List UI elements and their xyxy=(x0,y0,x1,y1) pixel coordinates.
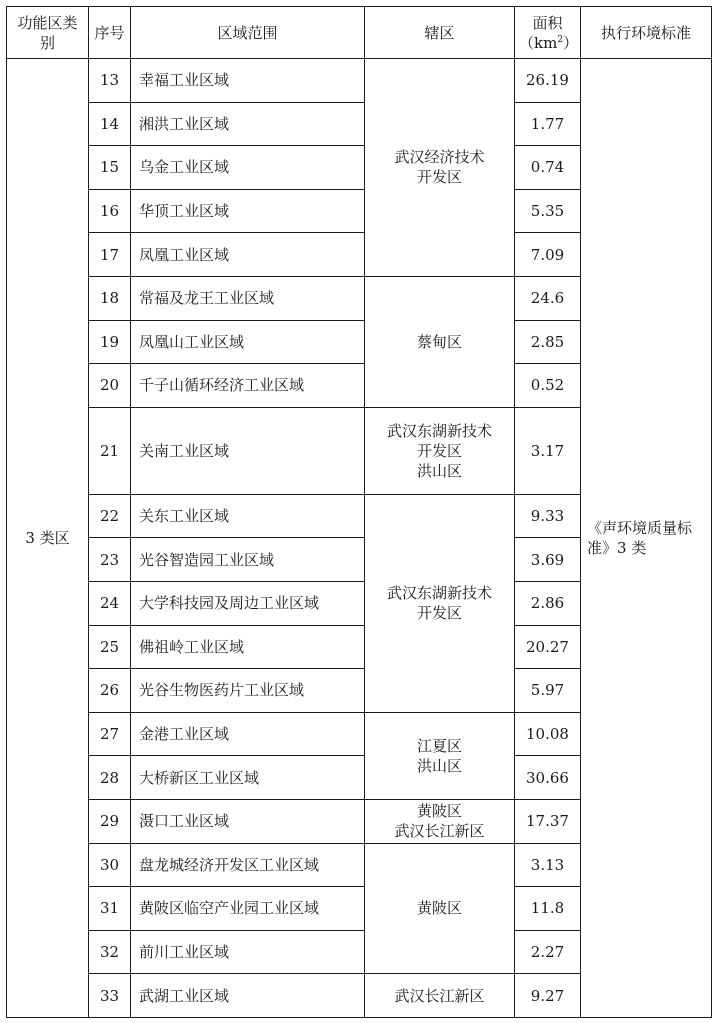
header-seq: 序号 xyxy=(89,7,131,59)
district-cell: 武汉长江新区 xyxy=(365,974,515,1018)
header-area-unit-close: ） xyxy=(563,33,579,52)
range-cell: 滠口工业区域 xyxy=(131,799,365,843)
seq-cell: 13 xyxy=(89,59,131,103)
range-cell: 大学科技园及周边工业区域 xyxy=(131,581,365,625)
range-cell: 前川工业区域 xyxy=(131,930,365,974)
seq-cell: 29 xyxy=(89,799,131,843)
header-row xyxy=(7,7,712,59)
header-district: 辖区 xyxy=(365,7,515,59)
district-line: 开发区 xyxy=(416,604,462,623)
district-cell: 蔡甸区 xyxy=(365,276,515,407)
district-line: 开发区 xyxy=(416,441,462,460)
seq-cell: 20 xyxy=(89,364,131,408)
range-cell: 关东工业区域 xyxy=(131,494,365,538)
range-cell: 金港工业区域 xyxy=(131,712,365,756)
range-cell: 乌金工业区域 xyxy=(131,146,365,190)
range-cell: 大桥新区工业区域 xyxy=(131,756,365,800)
range-cell: 光谷智造园工业区域 xyxy=(131,538,365,582)
area-cell: 2.85 xyxy=(515,320,581,364)
area-cell: 7.09 xyxy=(515,233,581,277)
table-row xyxy=(7,59,712,103)
area-cell: 17.37 xyxy=(515,799,581,843)
range-cell: 华顶工业区域 xyxy=(131,189,365,233)
seq-cell: 32 xyxy=(89,930,131,974)
district-line: 武汉东湖新技术 xyxy=(386,421,492,440)
range-cell: 光谷生物医药片工业区域 xyxy=(131,669,365,713)
seq-cell: 23 xyxy=(89,538,131,582)
header-category: 功能区类别 xyxy=(7,7,89,59)
district-line: 洪山区 xyxy=(416,461,462,480)
range-cell: 武湖工业区域 xyxy=(131,974,365,1018)
district-line: 开发区 xyxy=(416,168,462,187)
district-line: 江夏区 xyxy=(416,736,462,755)
seq-cell: 22 xyxy=(89,494,131,538)
area-cell: 26.19 xyxy=(515,59,581,103)
seq-cell: 25 xyxy=(89,625,131,669)
area-cell: 11.8 xyxy=(515,887,581,931)
seq-cell: 17 xyxy=(89,233,131,277)
area-cell: 10.08 xyxy=(515,712,581,756)
area-cell: 5.35 xyxy=(515,189,581,233)
range-cell: 关南工业区域 xyxy=(131,407,365,494)
range-cell: 凤凰工业区域 xyxy=(131,233,365,277)
standard-cell: 《声环境质量标准》3 类 xyxy=(581,59,712,1018)
functional-zone-table xyxy=(6,6,712,1018)
range-cell: 黄陂区临空产业园工业区域 xyxy=(131,887,365,931)
seq-cell: 31 xyxy=(89,887,131,931)
district-line: 武汉经济技术 xyxy=(394,148,485,167)
header-area-label: 面积 xyxy=(532,13,563,32)
seq-cell: 21 xyxy=(89,407,131,494)
area-cell: 30.66 xyxy=(515,756,581,800)
seq-cell: 15 xyxy=(89,146,131,190)
area-cell: 3.17 xyxy=(515,407,581,494)
seq-cell: 14 xyxy=(89,102,131,146)
seq-cell: 16 xyxy=(89,189,131,233)
district-cell xyxy=(365,799,515,843)
category-cell: 3 类区 xyxy=(7,59,89,1018)
header-standard: 执行环境标准 xyxy=(581,7,712,59)
area-cell: 1.77 xyxy=(515,102,581,146)
seq-cell: 26 xyxy=(89,669,131,713)
district-line: 武汉长江新区 xyxy=(394,822,485,841)
seq-cell: 28 xyxy=(89,756,131,800)
range-cell: 佛祖岭工业区域 xyxy=(131,625,365,669)
area-cell: 2.86 xyxy=(515,581,581,625)
area-cell: 3.13 xyxy=(515,843,581,887)
seq-cell: 24 xyxy=(89,581,131,625)
district-cell xyxy=(365,494,515,712)
area-cell: 9.27 xyxy=(515,974,581,1018)
area-cell: 3.69 xyxy=(515,538,581,582)
area-cell: 9.33 xyxy=(515,494,581,538)
range-cell: 幸福工业区域 xyxy=(131,59,365,103)
area-cell: 24.6 xyxy=(515,276,581,320)
area-cell: 0.74 xyxy=(515,146,581,190)
area-cell: 20.27 xyxy=(515,625,581,669)
district-cell xyxy=(365,59,515,277)
range-cell: 凤凰山工业区域 xyxy=(131,320,365,364)
header-area-unit-sup: 2 xyxy=(557,34,564,45)
range-cell: 盘龙城经济开发区工业区域 xyxy=(131,843,365,887)
seq-cell: 30 xyxy=(89,843,131,887)
seq-cell: 33 xyxy=(89,974,131,1018)
district-cell: 黄陂区 xyxy=(365,843,515,974)
header-range: 区域范围 xyxy=(131,7,365,59)
range-cell: 湘洪工业区域 xyxy=(131,102,365,146)
district-line: 黄陂区 xyxy=(416,802,462,821)
district-line: 洪山区 xyxy=(416,756,462,775)
header-area-unit-open: （km xyxy=(519,33,558,52)
range-cell: 常福及龙王工业区域 xyxy=(131,276,365,320)
header-area xyxy=(515,7,581,59)
area-cell: 2.27 xyxy=(515,930,581,974)
area-cell: 0.52 xyxy=(515,364,581,408)
seq-cell: 19 xyxy=(89,320,131,364)
range-cell: 千子山循环经济工业区域 xyxy=(131,364,365,408)
district-line: 武汉东湖新技术 xyxy=(386,584,492,603)
seq-cell: 27 xyxy=(89,712,131,756)
district-cell xyxy=(365,407,515,494)
seq-cell: 18 xyxy=(89,276,131,320)
district-cell xyxy=(365,712,515,799)
area-cell: 5.97 xyxy=(515,669,581,713)
